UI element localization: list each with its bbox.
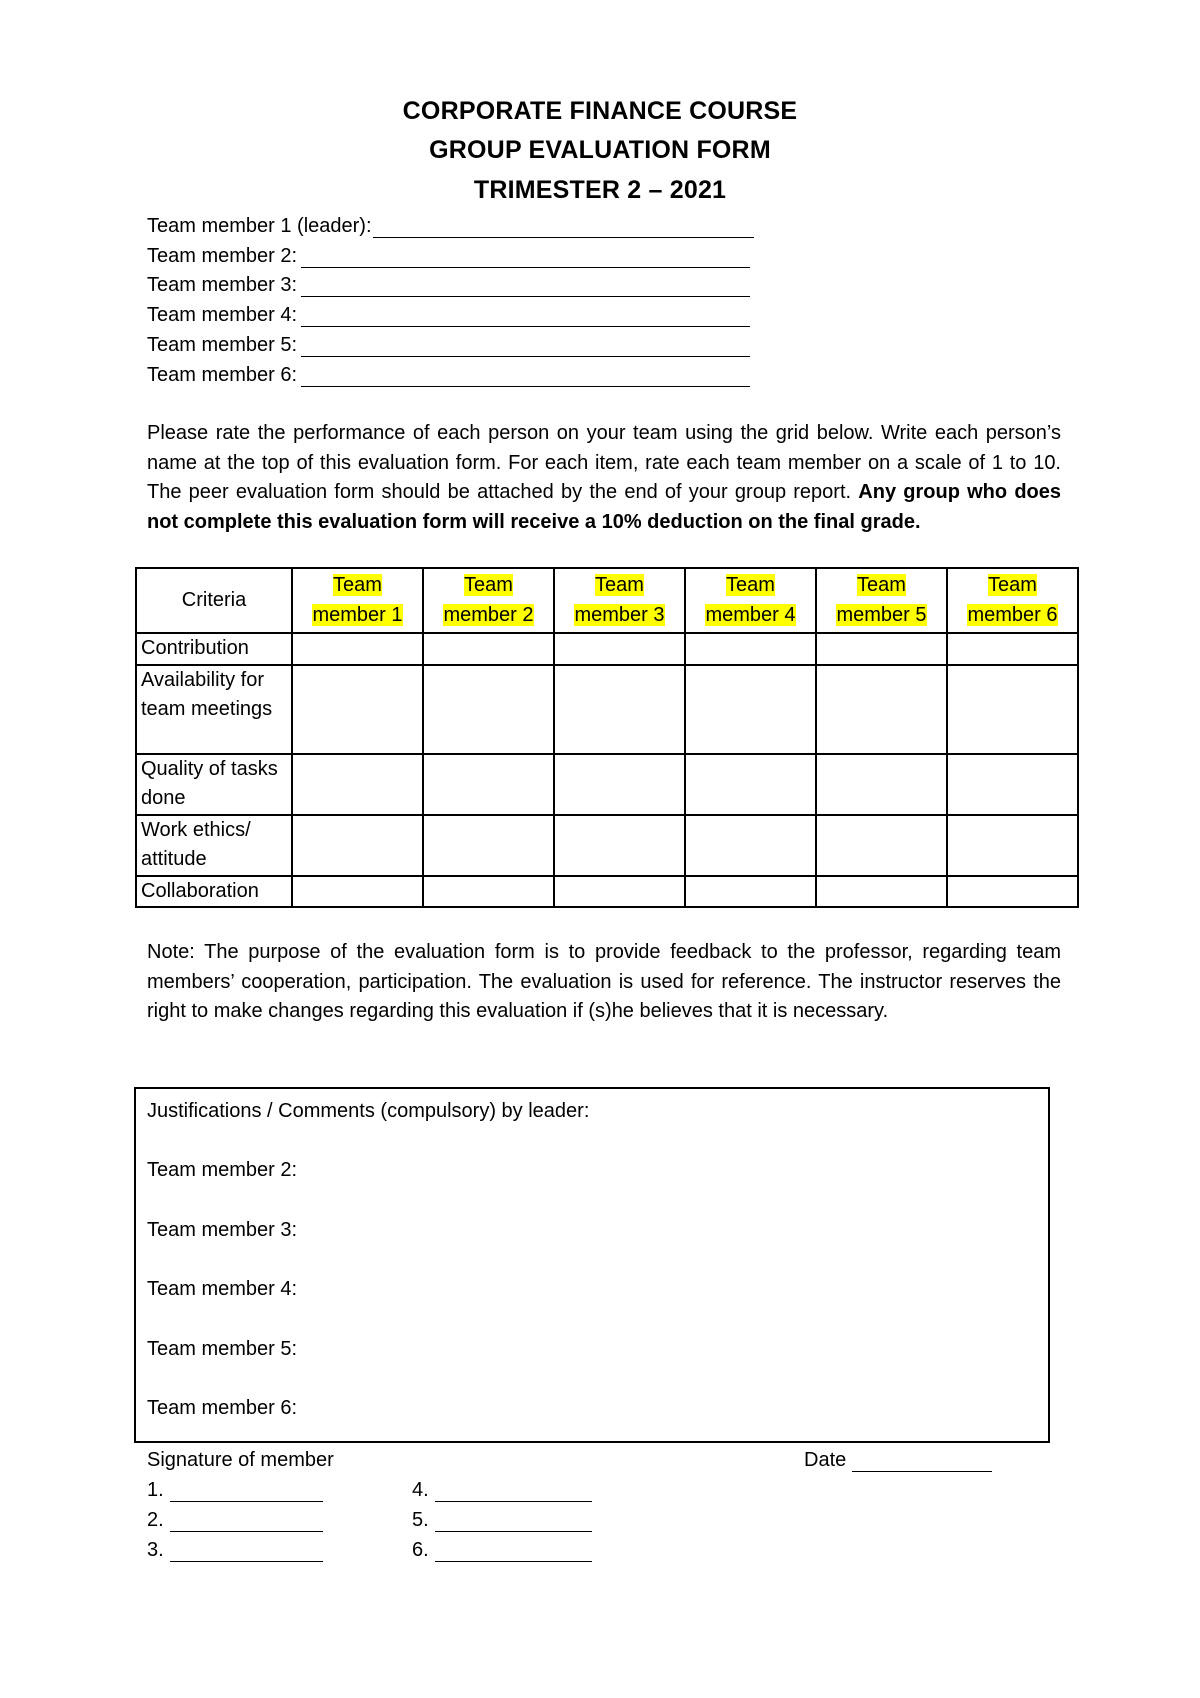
member-label: Team member 2: <box>147 245 298 267</box>
grid-row-work-ethics <box>136 815 1078 876</box>
rating-cell[interactable] <box>292 754 423 815</box>
comment-line-member-2: Team member 2: <box>147 1159 298 1181</box>
signature-line-6 <box>412 1538 592 1562</box>
signature-field[interactable] <box>170 1511 323 1532</box>
note-paragraph: Note: The purpose of the evaluation form is to provide feedback to the professor, regarding team members’ cooperation, participation. The evaluation is used for reference. The instructor reserves the right to make changes regarding this evaluation if (s)he believes that it is necessary. <box>147 941 1061 1022</box>
grid-row-quality <box>136 754 1078 815</box>
rating-cell[interactable] <box>423 665 554 754</box>
signature-field[interactable] <box>435 1481 592 1502</box>
grid-header-row <box>136 568 1078 633</box>
rating-cell[interactable] <box>816 754 947 815</box>
rating-cell[interactable] <box>816 633 947 665</box>
criteria-label: Contribution <box>136 633 292 665</box>
instructions-text: Please rate the performance of each person on your team using the grid below. Write each person’s name at the top of this evaluation form. For each item, rate each team member on a scale of 1 to 10. The peer evaluation form should be attached by the end of your group report. <box>147 422 1061 503</box>
instructions-warning: Any group who does not complete this evaluation form will receive a 10% deduction on the final grade. <box>147 481 1061 533</box>
member-column-header: Team member 6 <box>947 568 1078 633</box>
member-line-3 <box>147 273 750 297</box>
rating-cell[interactable] <box>423 754 554 815</box>
criteria-label: Work ethics/ attitude <box>136 815 292 876</box>
member-name-field[interactable] <box>301 336 750 357</box>
member-line-6 <box>147 363 750 387</box>
rating-cell[interactable] <box>947 876 1078 908</box>
rating-cell[interactable] <box>685 815 816 876</box>
comments-box[interactable] <box>134 1087 1050 1443</box>
signature-number: 3. <box>147 1539 164 1561</box>
rating-cell[interactable] <box>947 665 1078 754</box>
member-column-header: Team member 3 <box>554 568 685 633</box>
signature-line-4 <box>412 1478 592 1502</box>
member-label: Team member 5: <box>147 334 298 356</box>
course-title: CORPORATE FINANCE COURSE <box>402 97 798 125</box>
signature-line-2 <box>147 1508 323 1532</box>
rating-cell[interactable] <box>292 633 423 665</box>
member-name-field[interactable] <box>301 366 750 387</box>
comment-line-member-6: Team member 6: <box>147 1397 298 1419</box>
grid-row-contribution <box>136 633 1078 665</box>
rating-cell[interactable] <box>947 633 1078 665</box>
signature-field[interactable] <box>170 1481 323 1502</box>
signature-line-1 <box>147 1478 323 1502</box>
signature-number: 6. <box>412 1539 429 1561</box>
criteria-label: Quality of tasks done <box>136 754 292 815</box>
signature-label: Signature of member <box>147 1449 334 1471</box>
signature-number: 5. <box>412 1509 429 1531</box>
rating-cell[interactable] <box>685 633 816 665</box>
rating-cell[interactable] <box>292 876 423 908</box>
grid-row-collaboration <box>136 876 1078 908</box>
signature-field[interactable] <box>435 1511 592 1532</box>
rating-cell[interactable] <box>423 633 554 665</box>
member-name-field[interactable] <box>373 217 754 238</box>
rating-cell[interactable] <box>947 815 1078 876</box>
rating-cell[interactable] <box>685 876 816 908</box>
signature-field[interactable] <box>170 1541 323 1562</box>
member-column-header: Team member 2 <box>423 568 554 633</box>
member-line-2 <box>147 244 750 268</box>
signature-number: 1. <box>147 1479 164 1501</box>
signature-field[interactable] <box>435 1541 592 1562</box>
comment-line-member-5: Team member 5: <box>147 1338 298 1360</box>
rating-cell[interactable] <box>816 815 947 876</box>
rating-cell[interactable] <box>292 665 423 754</box>
rating-cell[interactable] <box>816 665 947 754</box>
rating-cell[interactable] <box>685 754 816 815</box>
evaluation-grid <box>135 567 1079 908</box>
rating-cell[interactable] <box>554 665 685 754</box>
trimester-title: TRIMESTER 2 – 2021 <box>473 176 727 204</box>
member-line-1 <box>147 214 754 238</box>
rating-cell[interactable] <box>554 754 685 815</box>
member-label: Team member 1 (leader): <box>147 215 372 237</box>
member-name-field[interactable] <box>301 247 750 268</box>
member-line-5 <box>147 333 750 357</box>
rating-cell[interactable] <box>554 876 685 908</box>
member-label: Team member 6: <box>147 364 298 386</box>
date-field[interactable] <box>852 1451 992 1472</box>
rating-cell[interactable] <box>423 876 554 908</box>
comment-line-member-3: Team member 3: <box>147 1219 298 1241</box>
rating-cell[interactable] <box>816 876 947 908</box>
comments-title: Justifications / Comments (compulsory) by leader: <box>147 1100 590 1122</box>
rating-cell[interactable] <box>554 815 685 876</box>
rating-cell[interactable] <box>292 815 423 876</box>
signature-line-3 <box>147 1538 323 1562</box>
date-line <box>804 1448 992 1472</box>
member-column-header: Team member 4 <box>685 568 816 633</box>
instructions-paragraph <box>147 419 1061 537</box>
member-name-field[interactable] <box>301 306 750 327</box>
criteria-header: Criteria <box>136 568 292 633</box>
criteria-label: Collaboration <box>136 876 292 908</box>
form-title: GROUP EVALUATION FORM <box>429 136 771 164</box>
rating-cell[interactable] <box>685 665 816 754</box>
comment-line-member-4: Team member 4: <box>147 1278 298 1300</box>
member-column-header: Team member 5 <box>816 568 947 633</box>
rating-cell[interactable] <box>554 633 685 665</box>
date-label: Date <box>804 1449 847 1471</box>
signature-number: 2. <box>147 1509 164 1531</box>
rating-cell[interactable] <box>423 815 554 876</box>
rating-cell[interactable] <box>947 754 1078 815</box>
member-name-field[interactable] <box>301 276 750 297</box>
member-label: Team member 4: <box>147 304 298 326</box>
signature-line-5 <box>412 1508 592 1532</box>
grid-row-availability <box>136 665 1078 754</box>
member-label: Team member 3: <box>147 274 298 296</box>
member-column-header: Team member 1 <box>292 568 423 633</box>
signature-number: 4. <box>412 1479 429 1501</box>
criteria-label: Availability for team meetings <box>136 665 292 754</box>
member-line-4 <box>147 303 750 327</box>
